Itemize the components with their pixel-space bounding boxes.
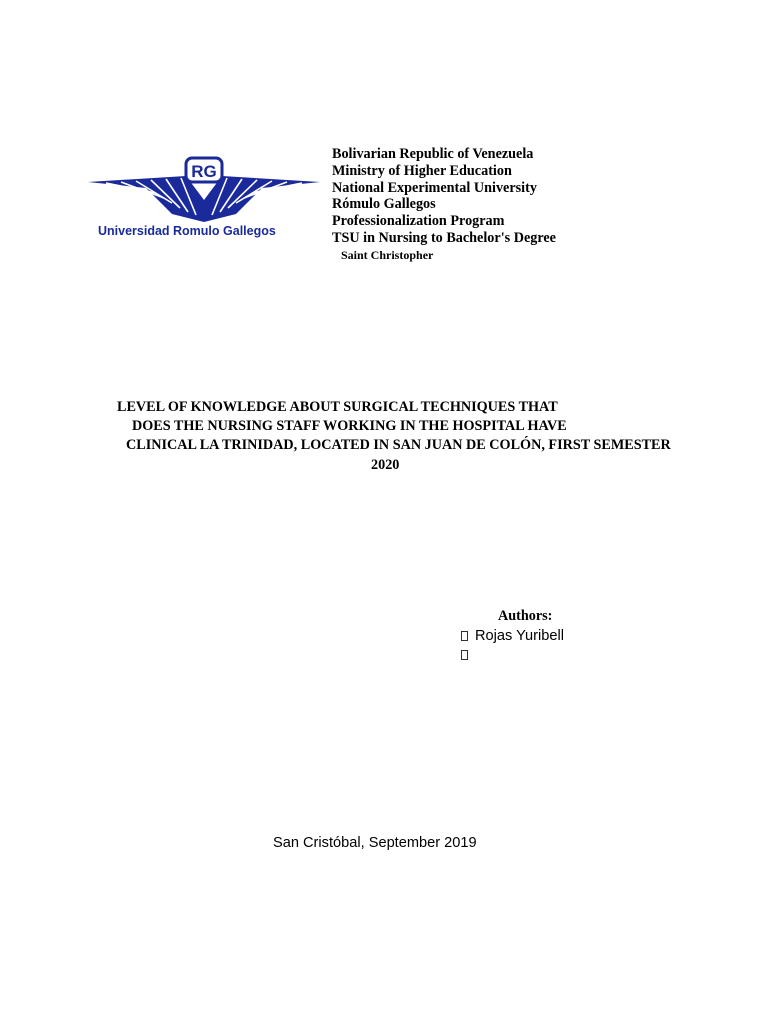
header-line: Professionalization Program [332, 213, 505, 230]
author-item [461, 628, 564, 644]
document-title-line: 2020 [371, 457, 400, 473]
header-line: Ministry of Higher Education [332, 162, 512, 179]
university-logo [86, 152, 322, 242]
authors-label: Authors: [498, 608, 553, 624]
institution-header [332, 146, 556, 263]
university-logo-name: Universidad Romulo Gallegos [98, 224, 276, 238]
header-line: National Experimental University [332, 179, 537, 196]
bullet-box-icon [461, 631, 468, 641]
header-line: Bolivarian Republic of Venezuela [332, 146, 534, 162]
svg-text:RG: RG [191, 162, 217, 181]
document-title-line: CLINICAL LA TRINIDAD, LOCATED IN SAN JUAN DE COLÓN, FIRST SEMESTER [126, 437, 671, 453]
header-subline: Saint Christopher [341, 247, 434, 262]
bullet-box-icon [461, 650, 468, 660]
document-title-line: LEVEL OF KNOWLEDGE ABOUT SURGICAL TECHNIQUES THAT [117, 399, 558, 415]
author-name: Rojas Yuribell [475, 628, 564, 644]
header-line: Rómulo Gallegos [332, 196, 436, 213]
author-item [461, 650, 475, 660]
header-line: TSU in Nursing to Bachelor's Degree [332, 229, 556, 246]
place-date: San Cristóbal, September 2019 [273, 835, 477, 851]
document-title-line: DOES THE NURSING STAFF WORKING IN THE HOSPITAL HAVE [132, 418, 567, 434]
